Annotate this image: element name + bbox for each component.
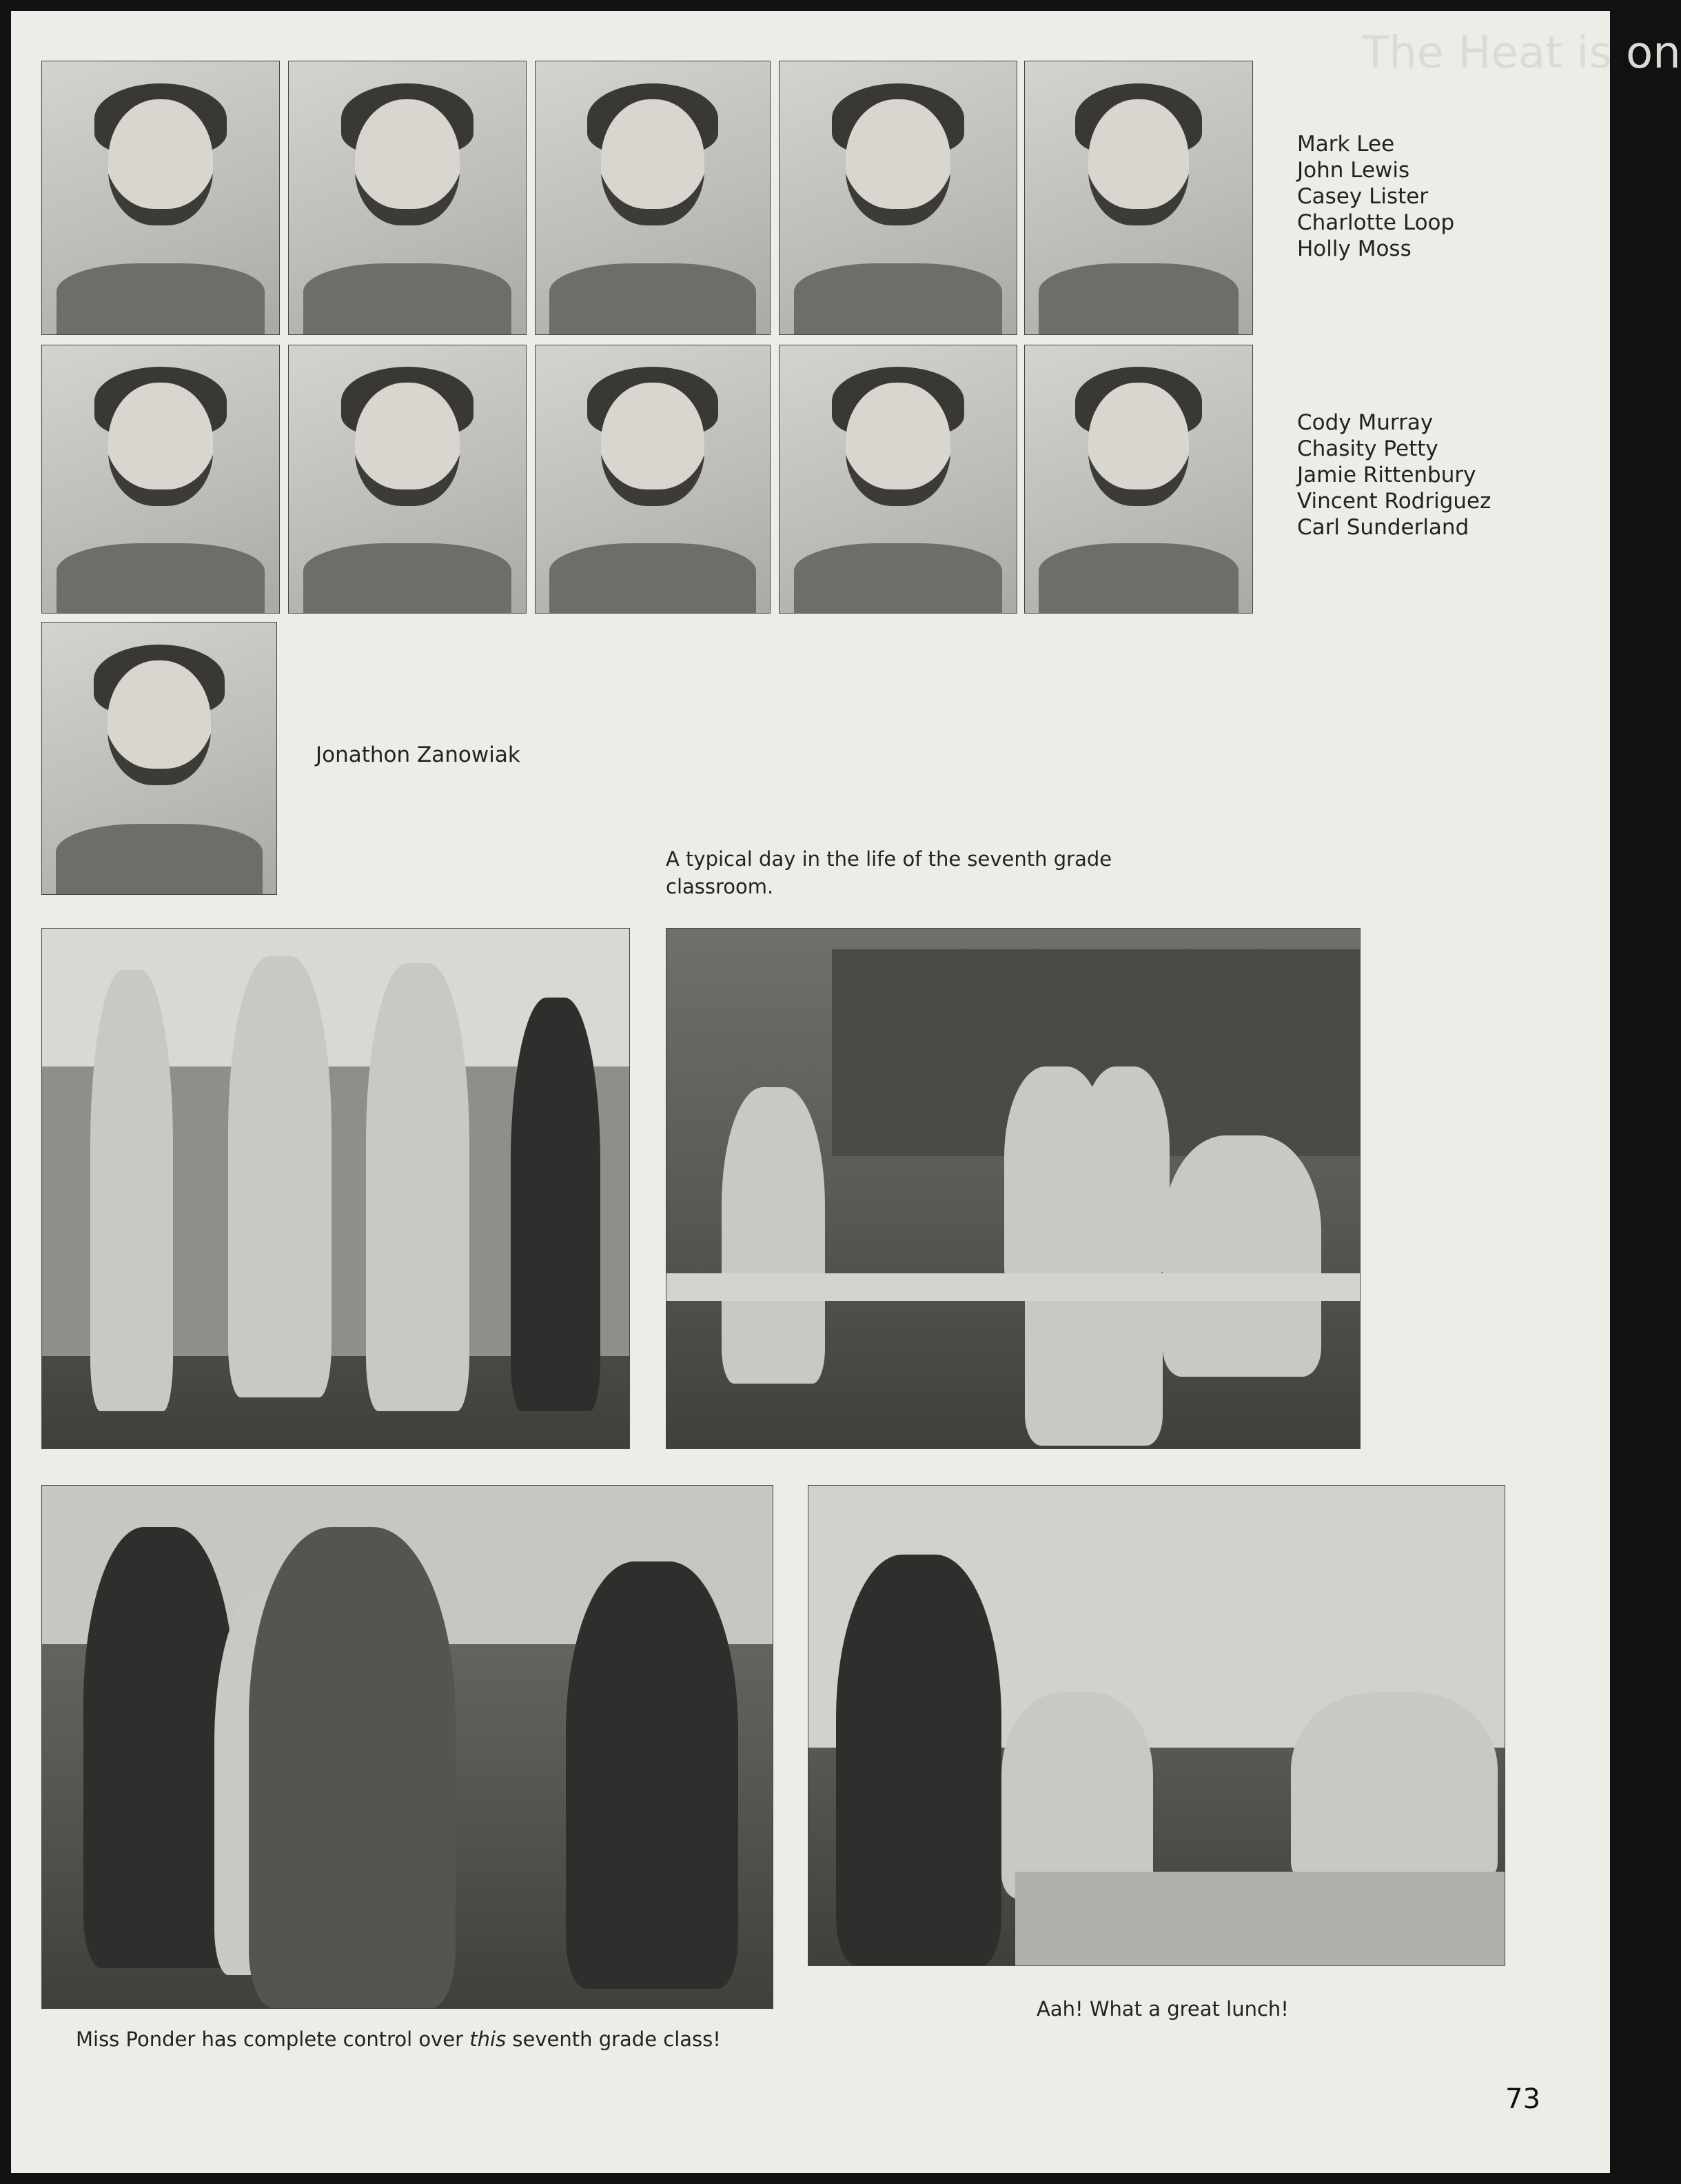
lunch-photo [808, 1485, 1505, 1966]
teacher-photo [41, 1485, 773, 2009]
yearbook-page [11, 11, 1681, 2173]
student-name: John Lewis [1297, 158, 1410, 183]
student-name: Vincent Rodriguez [1297, 489, 1491, 514]
teacher-caption: Miss Ponder has complete control over this seventh grade class! [76, 2028, 721, 2051]
portrait-photo [41, 61, 280, 335]
row1-names [1297, 131, 1454, 262]
portrait-photo [288, 61, 527, 335]
row2-names [1297, 410, 1491, 540]
student-name: Cody Murray [1297, 410, 1434, 435]
classroom-photo [666, 928, 1361, 1449]
student-name: Mark Lee [1297, 132, 1395, 156]
portrait-photo [1024, 345, 1253, 614]
portrait-photo [779, 345, 1017, 614]
portrait-photo [1024, 61, 1253, 335]
student-name: Carl Sunderland [1297, 515, 1469, 540]
lunch-caption: Aah! What a great lunch! [1037, 1997, 1289, 2021]
row3-name: Jonathon Zanowiak [316, 742, 520, 767]
portrait-photo [535, 345, 771, 614]
student-name: Chasity Petty [1297, 436, 1438, 461]
portrait-photo [535, 61, 771, 335]
portrait-photo [288, 345, 527, 614]
portrait-photo [779, 61, 1017, 335]
portrait-photo [41, 345, 280, 614]
page-number: 73 [1505, 2083, 1540, 2115]
group-photo-mural [41, 928, 630, 1449]
bleed-through-text: The Heat is on [1362, 28, 1681, 79]
student-name: Jamie Rittenbury [1297, 463, 1476, 487]
student-name: Casey Lister [1297, 184, 1429, 209]
classroom-caption: A typical day in the life of the seventh grade classroom. [666, 847, 1112, 898]
student-name: Holly Moss [1297, 236, 1412, 261]
student-name: Charlotte Loop [1297, 210, 1455, 235]
portrait-photo [41, 622, 277, 895]
